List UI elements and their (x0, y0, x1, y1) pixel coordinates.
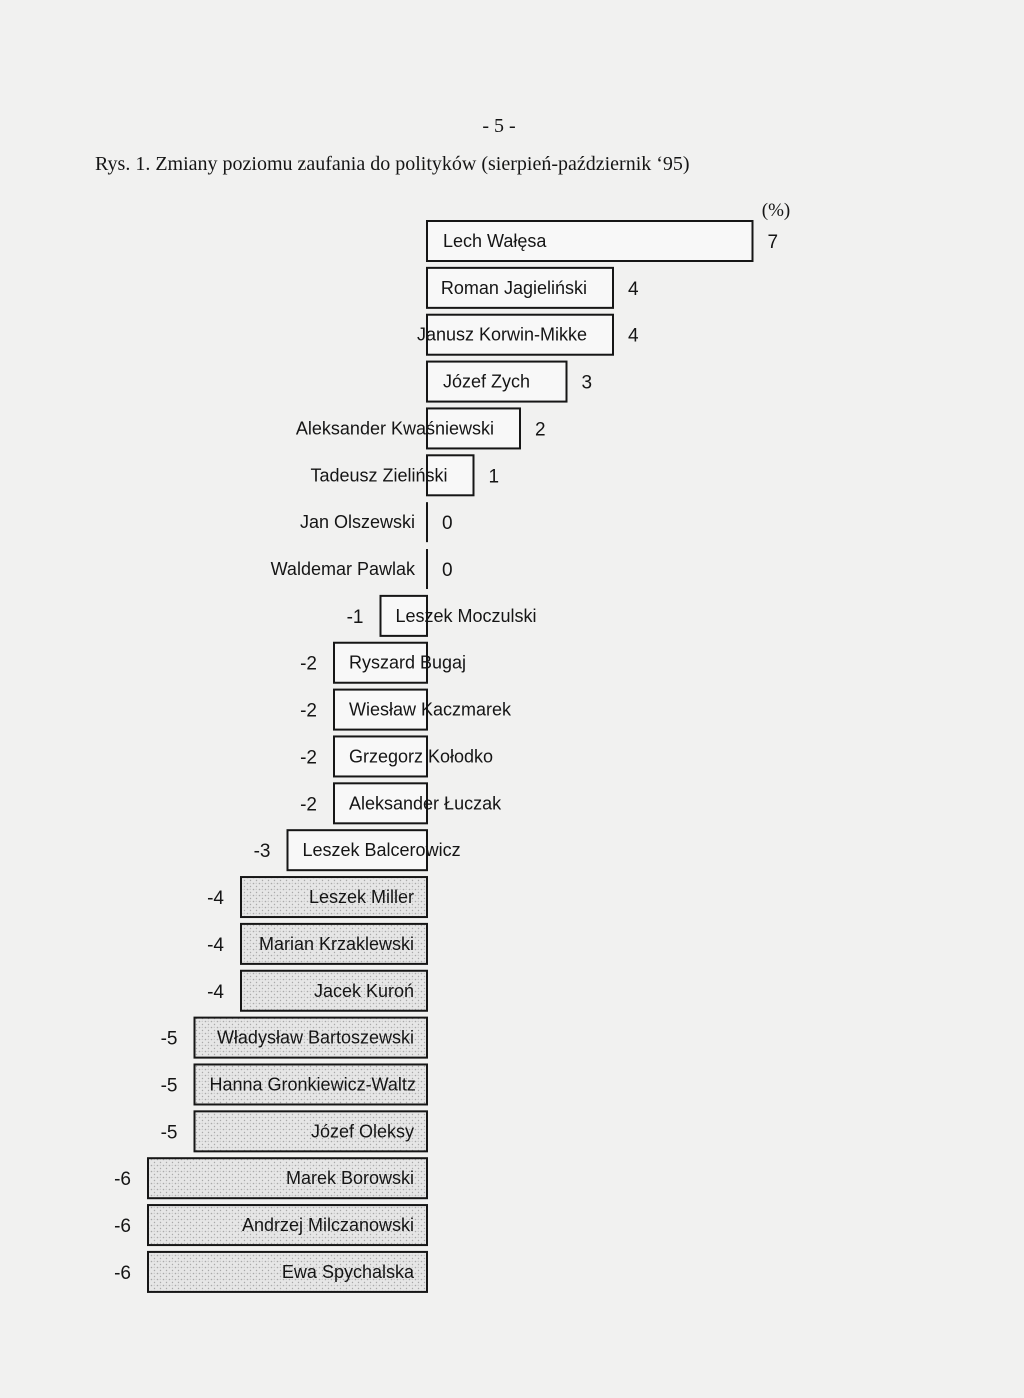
value-label: -6 (114, 1169, 131, 1191)
value-label: -1 (346, 606, 364, 628)
page-number: - 5 - (482, 115, 516, 137)
bar-label: Ewa Spychalska (281, 1261, 414, 1282)
bar-label: Grzegorz Kołodko (349, 746, 494, 767)
value-label: -5 (160, 1075, 178, 1097)
bar-label: Józef Oleksy (310, 1121, 414, 1142)
bar-label: Hanna Gronkiewicz-Waltz (209, 1074, 416, 1095)
value-label: 7 (767, 232, 779, 253)
bar-row (207, 924, 427, 964)
bar-row (427, 268, 639, 308)
bar-label: Marek Borowski (285, 1168, 414, 1189)
bar-label: Waldemar Pawlak (270, 559, 415, 580)
value-label: -6 (114, 1216, 131, 1238)
bar-row (427, 221, 778, 261)
bar-label: Leszek Moczulski (395, 605, 537, 626)
bar-row (300, 690, 512, 730)
bar-row (161, 1018, 427, 1058)
value-label: 2 (535, 419, 546, 441)
value-label: 4 (628, 278, 639, 300)
bar-row (161, 1064, 427, 1104)
bar-label: Jan Olszewski (299, 512, 415, 533)
value-label: 1 (488, 466, 500, 488)
value-label: 0 (442, 560, 453, 582)
value-label: -2 (300, 747, 317, 769)
value-label: -6 (114, 1262, 131, 1284)
bar-row (296, 408, 546, 448)
bar-group (114, 221, 778, 1292)
bar-label: Andrzej Milczanowski (241, 1215, 414, 1236)
value-label: -5 (160, 1122, 178, 1144)
bar-row (114, 1252, 427, 1292)
bar-label: Aleksander Kwaśniewski (295, 418, 494, 439)
bar-row (114, 1158, 427, 1198)
bar-label: Roman Jagieliński (440, 277, 587, 298)
bar-row (300, 643, 466, 683)
bar-label: Lech Wałęsa (443, 231, 547, 251)
value-label: 3 (581, 372, 593, 394)
bar-row (427, 362, 592, 402)
value-label: -4 (207, 934, 224, 956)
bar-label: Józef Zych (443, 371, 531, 392)
bar-label: Władysław Bartoszewski (216, 1027, 414, 1048)
value-label: 0 (442, 513, 453, 535)
bar-label: Janusz Korwin-Mikke (416, 324, 587, 345)
bar-row (300, 783, 502, 823)
bar-row (271, 549, 453, 589)
value-label: -3 (253, 841, 271, 863)
bar-label: Jacek Kuroń (313, 980, 414, 1001)
value-label: -4 (207, 888, 224, 910)
bar-row (207, 877, 427, 917)
unit-label: (%) (761, 200, 791, 221)
bar-row (310, 455, 499, 495)
bar-row (114, 1205, 427, 1245)
bar-row (300, 736, 493, 776)
bar-row (347, 596, 537, 636)
bar-label: Ryszard Bugaj (349, 652, 467, 673)
value-label: 4 (628, 325, 639, 347)
bar-row (300, 502, 453, 542)
figure-caption: Rys. 1. Zmiany poziomu zaufania do polityków (sierpień-październik ‘95) (95, 153, 690, 175)
value-label: -2 (300, 653, 317, 675)
bar-label: Tadeusz Zieliński (310, 465, 448, 486)
bar-label: Leszek Balcerowicz (302, 840, 461, 861)
value-label: -4 (207, 981, 224, 1003)
value-label: -2 (300, 794, 317, 816)
bar-row (417, 315, 639, 355)
value-label: -2 (300, 700, 317, 722)
bar-label: Marian Krzaklewski (258, 933, 414, 954)
bar-label: Leszek Miller (308, 887, 414, 908)
bar-row (161, 1111, 427, 1151)
bar-label: Wiesław Kaczmarek (349, 699, 512, 720)
bar-label: Aleksander Łuczak (349, 793, 502, 814)
bar-row (254, 830, 461, 870)
value-label: -5 (160, 1028, 178, 1050)
bar-row (207, 971, 427, 1011)
